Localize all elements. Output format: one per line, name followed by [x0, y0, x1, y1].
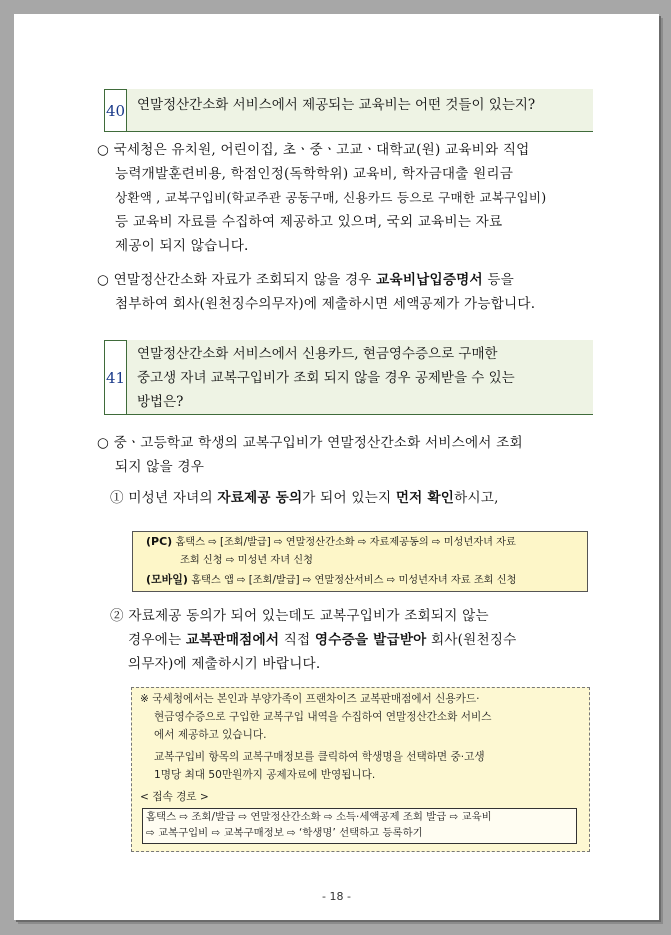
pc-path-line [146, 532, 516, 552]
question-40-text: 연말정산간소화 서비스에서 제공되는 교육비는 어떤 것들이 있는지? [137, 97, 536, 113]
route-title: < 접속 경로 > [140, 791, 209, 803]
question-41-line: 연말정산간소화 서비스에서 신용카드, 현금영수증으로 구매한 [137, 346, 498, 362]
step-1-text: ① 미성년 자녀의 [110, 490, 218, 506]
mobile-path-line [146, 570, 516, 590]
step-2-text: 회사(원천징수 [426, 632, 517, 648]
step-2-line: 의무자)에 제출하시기 바랍니다. [128, 656, 321, 672]
certificate-name: 교육비납입증명서 [376, 272, 483, 288]
notice-line: 현금영수증으로 구입한 교복구입 내역을 수집하여 연말정산간소화 서비스 [154, 711, 492, 723]
question-40-header [104, 89, 593, 132]
notice-line: ※ 국세청에서는 본인과 부양가족이 프랜차이즈 교복판매점에서 신용카드· [140, 693, 480, 705]
answer-40-line: 첨부하여 회사(원천징수의무자)에 제출하시면 세액공제가 가능합니다. [115, 296, 536, 312]
document-page [14, 14, 659, 920]
answer-40-line: ○ 국세청은 유치원, 어린이집, 초ㆍ중ㆍ고교ㆍ대학교(원) 교육비와 직업 [97, 142, 530, 158]
answer-40-line: 능력개발훈련비용, 학점인정(독학학위) 교육비, 학자금대출 원리금 [115, 166, 514, 182]
page-number: - 18 - [322, 890, 351, 903]
mobile-label: (모바일) [146, 573, 188, 586]
access-path-box [132, 531, 588, 592]
route-line: 홈택스 ⇨ 조회/발급 ⇨ 연말정산간소화 ⇨ 소득·세액공제 조회 발급 ⇨ 교육비 [146, 811, 492, 823]
step-2-text: 직접 [279, 632, 315, 648]
question-41-line: 방법은? [137, 394, 184, 410]
question-41-line: 중고생 자녀 교복구입비가 조회 되지 않을 경우 공제받을 수 있는 [137, 370, 515, 386]
notice-line: 1명당 최대 50만원까지 공제자료에 반영됩니다. [154, 769, 376, 781]
mobile-path-text: 홈택스 앱 ⇨ [조회/발급] ⇨ 연말정산서비스 ⇨ 미성년자녀 자료 조회 신청 [191, 575, 517, 586]
answer-40-text: 등을 [482, 272, 514, 288]
step-2-line: ② 자료제공 동의가 되어 있는데도 교복구입비가 조회되지 않는 [110, 608, 489, 624]
pc-path-text: 홈택스 ⇨ [조회/발급] ⇨ 연말정산간소화 ⇨ 자료제공동의 ⇨ 미성년자녀 자료 [175, 537, 516, 548]
question-41-header [104, 340, 593, 415]
answer-40-text: 상환액 , 교복구입비(학교주관 공동구매, 신용카드 등으로 구매한 교복구입비) [115, 190, 547, 205]
answer-40-line [97, 268, 597, 292]
question-number-40: 40 [105, 89, 127, 131]
step-1-emphasis: 먼저 확인 [395, 490, 455, 506]
answer-40-paragraph-1 [97, 138, 597, 258]
step-2-text: 경우에는 [128, 632, 186, 648]
question-41-text [137, 342, 591, 414]
step-1-emphasis: 자료제공 동의 [217, 490, 303, 506]
notice-line: 에서 제공하고 있습니다. [154, 729, 267, 741]
answer-40-line: 제공이 되지 않습니다. [115, 238, 249, 254]
notice-line: 교복구입비 항목의 교복구매정보를 클릭하여 학생명을 선택하면 중·고생 [154, 751, 485, 763]
answer-40-text: ○ 연말정산간소화 자료가 조회되지 않을 경우 [97, 272, 377, 288]
answer-40-paragraph-2 [97, 268, 597, 316]
route-box [142, 808, 577, 844]
question-number-41: 41 [105, 340, 127, 414]
notice-box [131, 687, 590, 852]
answer-41-intro [97, 431, 597, 479]
step-2-line [110, 628, 594, 652]
route-line: ⇨ 교복구입비 ⇨ 교복구매정보 ⇨ ‘학생명’ 선택하고 등록하기 [146, 827, 423, 839]
answer-40-line: 등 교육비 자료를 수집하여 제공하고 있으며, 국외 교육비는 자료 [115, 214, 503, 230]
step-2 [110, 604, 594, 676]
pc-label: (PC) [146, 535, 173, 548]
answer-41-line: ○ 중ㆍ고등학교 학생의 교복구입비가 연말정산간소화 서비스에서 조회 [97, 435, 523, 451]
step-1 [110, 486, 590, 510]
step-1-text: 하시고, [454, 490, 499, 506]
answer-41-line: 되지 않을 경우 [115, 459, 205, 475]
pc-path-line-2: 조회 신청 ⇨ 미성년 자녀 신청 [180, 555, 313, 566]
step-2-emphasis: 교복판매점에서 [185, 632, 280, 648]
step-2-emphasis: 영수증을 발급받아 [314, 632, 427, 648]
step-1-text: 가 되어 있는지 [302, 490, 396, 506]
answer-40-line [97, 186, 597, 210]
